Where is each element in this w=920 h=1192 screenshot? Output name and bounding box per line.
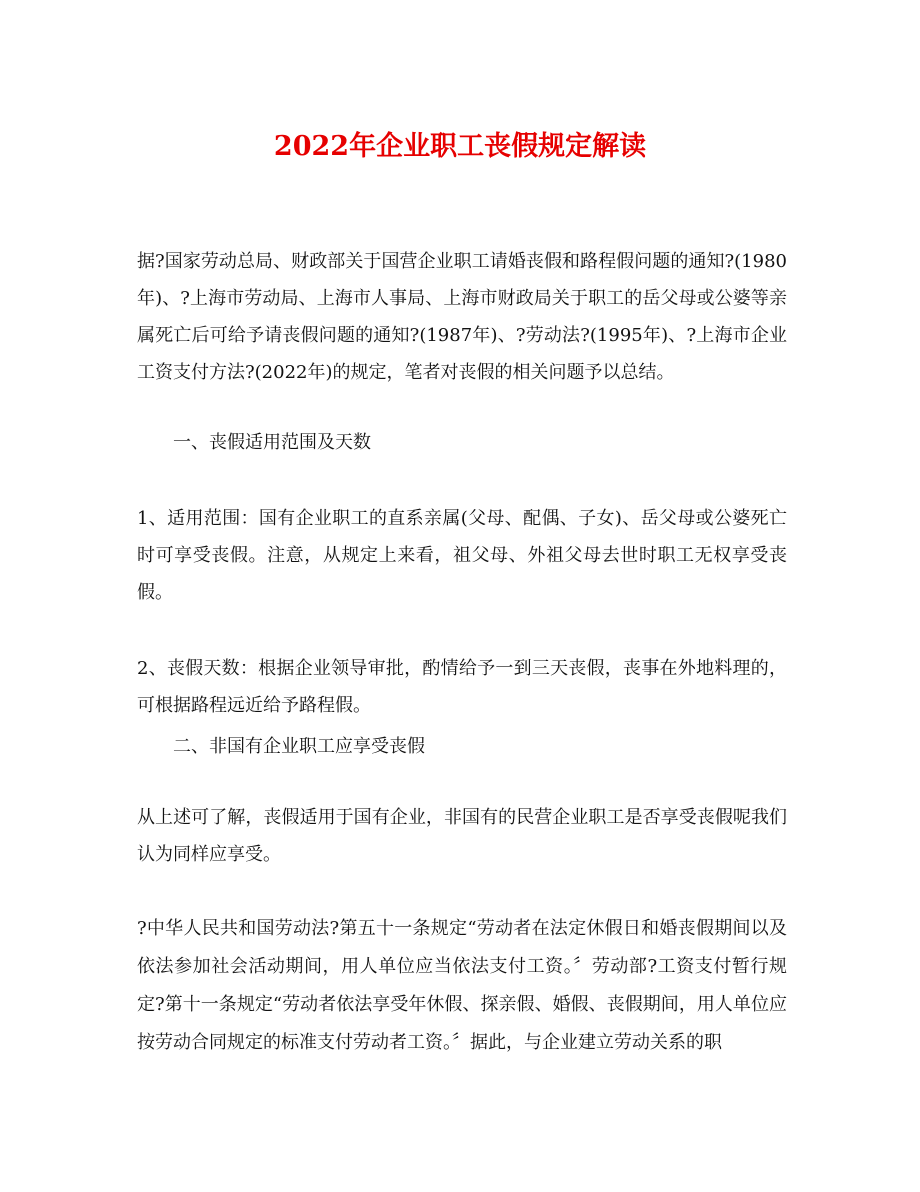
intro-paragraph: 据?国家劳动总局、财政部关于国营企业职工请婚丧假和路程假问题的通知?(1980年)、?上海市劳动局、上海市人事局、上海市财政局关于职工的岳父母或公婆等亲属死亡后可给予请丧假问题的通知?(1987年)、?劳动法?(1995年)、?上海市企业工资支付方法?(2022年)的规定，笔者对丧假的相关问题予以总结。 xyxy=(137,251,787,383)
section-heading-1: 一、丧假适用范围及天数 xyxy=(173,432,371,453)
section-heading-2: 二、非国有企业职工应享受丧假 xyxy=(173,736,425,757)
law-citation-paragraph: ?中华人民共和国劳动法?第五十一条规定“劳动者在法定休假日和婚丧假期间以及依法参加社会活动期间，用人单位应当依法支付工资。〞劳动部?工资支付暂行规定?第十一条规定“劳动者依法享受年休假、探亲假、婚假、丧假期间，用人单位应按劳动合同规定的标准支付劳动者工资。〞据此，与企业建立劳动关系的职 xyxy=(137,918,787,1053)
document-title: 2022年企业职工丧假规定解读 xyxy=(273,131,647,162)
nonstate-paragraph: 从上述可了解，丧假适用于国有企业，非国有的民营企业职工是否享受丧假呢我们认为同样应享受。 xyxy=(137,807,787,865)
item-days-paragraph: 2、丧假天数：根据企业领导审批，酌情给予一到三天丧假，丧事在外地料理的，可根据路程远近给予路程假。 xyxy=(137,658,787,716)
item-scope-paragraph: 1、适用范围：国有企业职工的直系亲属(父母、配偶、子女)、岳父母或公婆死亡时可享受丧假。注意，从规定上来看，祖父母、外祖父母去世时职工无权享受丧假。 xyxy=(137,508,787,603)
